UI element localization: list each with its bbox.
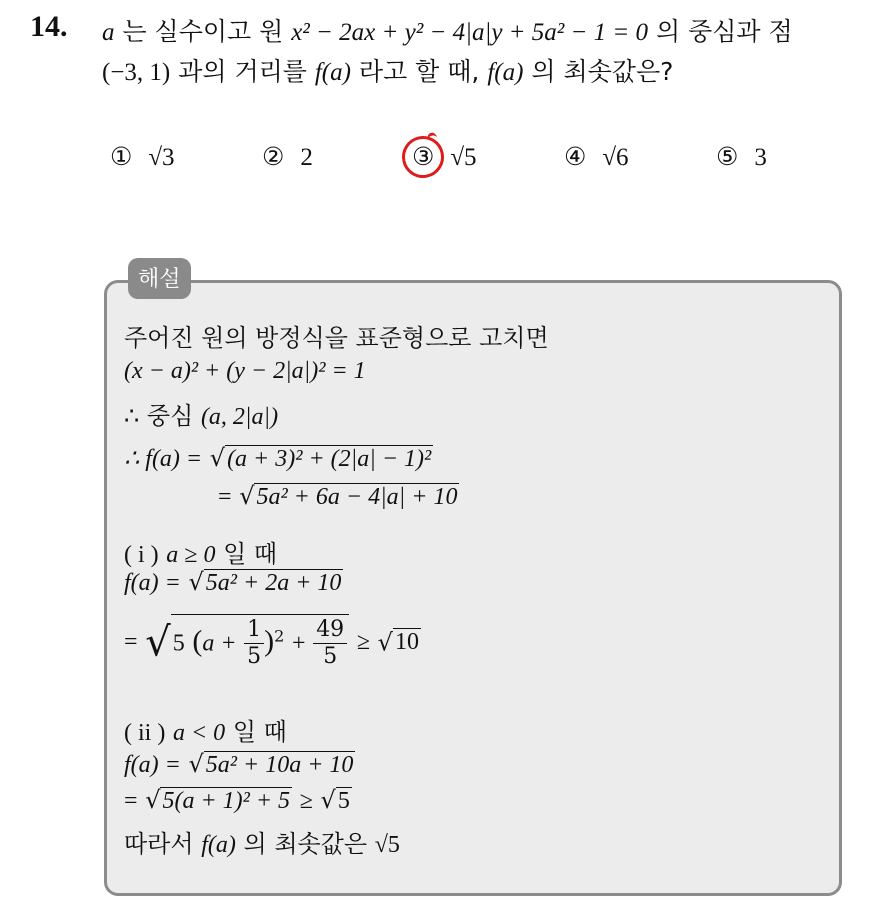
solution-text: 일 때 <box>232 718 287 746</box>
case-label: ( ii ) <box>124 720 166 746</box>
plus-sign: + <box>292 630 306 657</box>
sqrt-icon: √ <box>145 619 171 666</box>
center-coordinates: (a, 2|a|) <box>200 404 279 430</box>
solution-line <box>124 396 278 431</box>
choice-value: √6 <box>602 144 629 171</box>
choice-value: 3 <box>754 144 767 171</box>
paren-term: a + <box>202 630 237 657</box>
numerator: 1 <box>244 617 264 644</box>
solution-lhs: ∴ f(a) = <box>124 446 203 472</box>
equals-sign: = <box>124 788 138 814</box>
function-fa: f(a) <box>314 59 351 86</box>
ge-sign: ≥ <box>356 628 370 655</box>
sqrt-icon: √ <box>209 444 226 472</box>
solution-text: 의 최솟값은 <box>243 830 368 858</box>
sqrt-icon: √ <box>145 786 161 814</box>
radicand: 5a² + 2a + 10 <box>205 570 342 596</box>
choice-mark: ② <box>262 142 285 171</box>
sqrt-icon: √ <box>239 482 255 510</box>
fraction <box>244 617 264 671</box>
sqrt-icon: √ <box>377 628 393 657</box>
denominator: 5 <box>247 644 262 670</box>
question-text: 과의 거리를 <box>178 57 307 86</box>
solution-line <box>124 568 343 597</box>
choice-5[interactable] <box>716 142 767 172</box>
case-condition: a < 0 <box>172 720 226 746</box>
question-line-2 <box>102 52 673 88</box>
radicand: 5a² + 6a − 4|a| + 10 <box>256 484 458 510</box>
variable-a: a <box>102 19 115 46</box>
exponent: 2 <box>274 626 285 646</box>
choice-value: √5 <box>450 144 477 171</box>
choice-4[interactable] <box>564 142 629 172</box>
solution-line <box>124 614 421 671</box>
solution-line <box>124 534 277 569</box>
radicand <box>171 614 350 671</box>
solution-line <box>124 824 400 859</box>
choice-mark: ① <box>110 142 133 171</box>
final-answer: √5 <box>374 832 400 858</box>
coefficient: 5 <box>172 630 185 657</box>
paren-open: ( <box>192 624 203 658</box>
circle-equation: x² − 2ax + y² − 4|a|y + 5a² − 1 = 0 <box>291 19 649 46</box>
point-coordinates: (−3, 1) <box>102 59 171 86</box>
function-fa: f(a) <box>487 59 524 86</box>
choice-2[interactable] <box>262 142 313 172</box>
solution-text: 따라서 <box>124 830 194 858</box>
solution-line <box>124 712 287 747</box>
radicand: 5a² + 10a + 10 <box>205 752 354 778</box>
denominator: 5 <box>323 644 338 670</box>
therefore-symbol: ∴ <box>124 404 140 430</box>
solution-line <box>124 750 355 779</box>
question-text: 의 중심과 점 <box>656 17 793 46</box>
equals-sign: = <box>218 484 232 510</box>
question-text: 의 최솟값은? <box>531 57 674 86</box>
paren-close: ) <box>264 624 275 658</box>
solution-line <box>218 482 459 511</box>
question-number: 14. <box>30 10 68 43</box>
radicand: (a + 3)² + (2|a| − 1)² <box>227 446 432 472</box>
choice-mark: ③ <box>412 142 435 171</box>
sqrt-icon: √ <box>188 750 204 778</box>
choice-value: √3 <box>148 144 175 171</box>
solution-text: 일 때 <box>223 540 278 568</box>
case-label: ( i ) <box>124 542 159 568</box>
ge-sign: ≥ <box>299 788 313 814</box>
question-line-1 <box>102 12 793 48</box>
solution-line: 주어진 원의 방정식을 표준형으로 고치면 <box>124 324 549 352</box>
choice-value: 2 <box>300 144 313 171</box>
solution-line: (x − a)² + (y − 2|a|)² = 1 <box>124 358 366 384</box>
equals-sign: = <box>124 628 138 655</box>
sqrt-icon: √ <box>188 568 204 596</box>
radicand: 5(a + 1)² + 5 <box>162 788 291 814</box>
fraction <box>313 617 347 671</box>
solution-text: 중심 <box>146 402 194 430</box>
choice-mark: ④ <box>564 142 587 171</box>
solution-tag: 해설 <box>128 258 191 299</box>
function-fa: f(a) <box>201 832 236 858</box>
case-condition: a ≥ 0 <box>166 542 216 568</box>
choice-1[interactable] <box>110 142 175 172</box>
solution-lhs: f(a) = <box>124 570 181 596</box>
choice-3[interactable] <box>412 142 477 172</box>
solution-line <box>124 786 352 815</box>
solution-lhs: f(a) = <box>124 752 181 778</box>
sqrt-icon: √ <box>320 786 336 814</box>
solution-line <box>124 444 433 473</box>
question-text: 는 실수이고 원 <box>122 17 284 46</box>
radicand: 5 <box>337 788 350 814</box>
numerator: 49 <box>313 617 347 644</box>
question-text: 라고 할 때, <box>358 57 480 86</box>
choice-mark: ⑤ <box>716 142 739 171</box>
radicand: 10 <box>394 628 419 655</box>
